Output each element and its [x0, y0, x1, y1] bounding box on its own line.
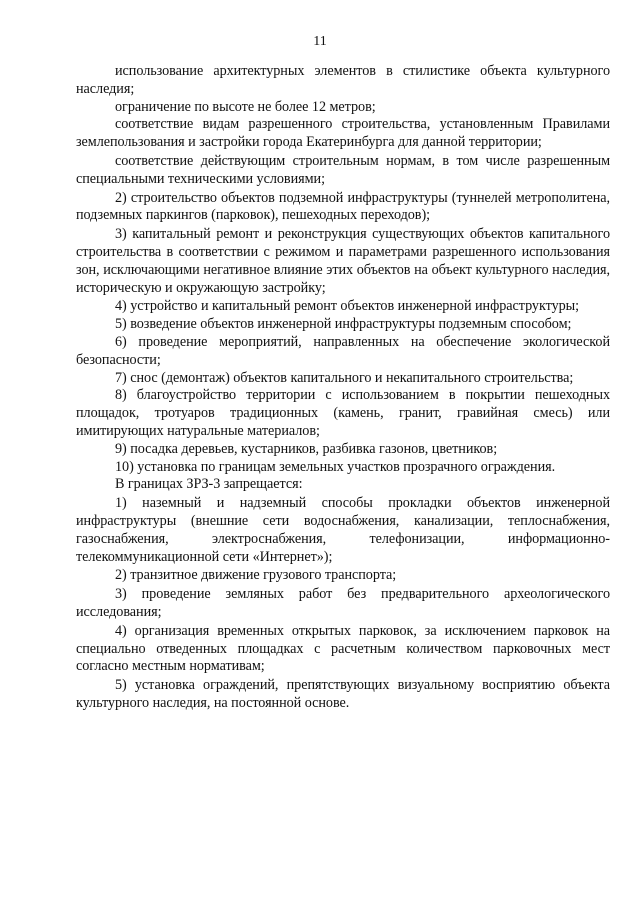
paragraph: соответствие действующим строительным нормам, в том числе разрешенным специальными техническими условиями;	[76, 152, 610, 187]
list-item: 10) установка по границам земельных участков прозрачного ограждения.	[115, 458, 556, 475]
list-item: 7) снос (демонтаж) объектов капитального и некапитального строительства;	[115, 369, 574, 386]
list-item: 1) наземный и надземный способы прокладки объектов инженерной инфраструктуры (внешние сети водоснабжения, канализации, теплоснабжения, газоснабжения, электроснабжения, телефонизации, информационно-телекоммуникационной сети «Интернет»);	[76, 495, 610, 565]
list-item: 9) посадка деревьев, кустарников, разбивка газонов, цветников;	[115, 440, 498, 457]
paragraph: соответствие видам разрешенного строительства, установленным Правилами землепользования и застройки города Екатеринбурга для данной территории;	[76, 116, 610, 151]
list-item: 5) установка ограждений, препятствующих визуальному восприятию объекта культурного наследия, на постоянной основе.	[76, 677, 610, 711]
list-item: 5) возведение объектов инженерной инфраструктуры подземным способом;	[115, 316, 572, 333]
document-body	[76, 63, 610, 713]
list-item: 4) устройство и капитальный ремонт объектов инженерной инфраструктуры;	[115, 298, 580, 315]
list-item: 8) благоустройство территории с использованием в покрытии пешеходных площадок, тротуаров традиционных (камень, гранит, гравийная смесь) или имитирующих натуральные материалов;	[76, 387, 610, 439]
list-item: 3) капитальный ремонт и реконструкция существующих объектов капитального строительства в соответствии с режимом и параметрами разрешенного использования зон, исключающими негативное влияние этих объектов на объект культурного наследия, историческую и окружающую застройку;	[76, 226, 610, 296]
paragraph: использование архитектурных элементов в стилистике объекта культурного наследия;	[76, 63, 610, 97]
list-item: 2) строительство объектов подземной инфраструктуры (туннелей метрополитена, подземных паркингов (парковок), пешеходных переходов);	[76, 189, 610, 224]
list-item: 4) организация временных открытых парковок, за исключением парковок на специально отведенных площадках с расчетным количеством парковочных мест согласно местным нормативам;	[76, 622, 610, 675]
section-heading: В границах ЗРЗ-3 запрещается:	[115, 476, 303, 493]
list-item: 3) проведение земляных работ без предварительного археологического исследования;	[76, 586, 610, 620]
paragraph: ограничение по высоте не более 12 метров;	[115, 98, 376, 115]
list-item: 2) транзитное движение грузового транспорта;	[115, 567, 397, 584]
page-number: 11	[313, 34, 327, 49]
list-item: 6) проведение мероприятий, направленных на обеспечение экологической безопасности;	[76, 333, 610, 368]
